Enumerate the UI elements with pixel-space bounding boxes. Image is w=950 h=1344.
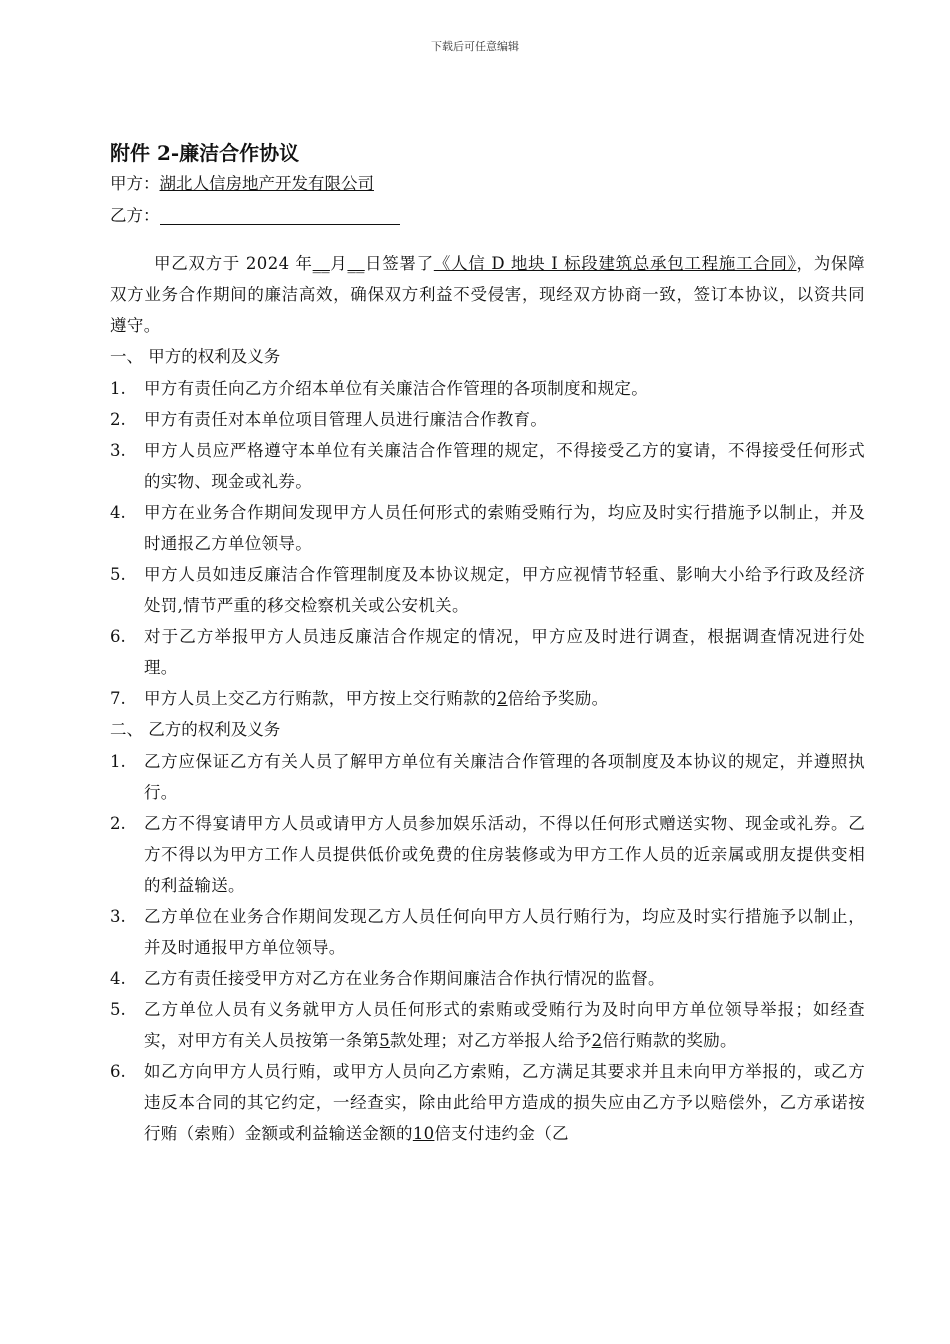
document-title: 附件 2-廉洁合作协议 (110, 141, 300, 165)
intro-text: ，为保障双方业务合作期间的廉洁高效，确保双方利益不受侵害，现经双方协商一致，签订本协议，以资共同遵守。 (110, 254, 865, 335)
party-a-name: 湖北人信房地产开发有限公司 (159, 174, 374, 193)
item-text-part: 甲方人员上交乙方行贿款，甲方按上交行贿款的 (144, 689, 497, 708)
reward-multiplier: 2 (591, 1031, 603, 1050)
item-text: 对于乙方举报甲方人员违反廉洁合作规定的情况，甲方应及时进行调查，根据调查情况进行处理。 (144, 627, 865, 677)
list-item (110, 621, 865, 683)
item-text (144, 683, 865, 714)
item-text: 甲方人员如违反廉洁合作管理制度及本协议规定，甲方应视情节轻重、影响大小给予行政及经济处罚,情节严重的移交检察机关或公安机关。 (144, 565, 865, 615)
intro-paragraph (110, 248, 865, 341)
intro-text: 甲乙双方于 2024 年 (154, 254, 313, 273)
item-text: 甲方人员应严格遵守本单位有关廉洁合作管理的规定，不得接受乙方的宴请，不得接受任何形式的实物、现金或礼券。 (144, 441, 865, 491)
item-text-part: 倍给予奖励。 (507, 689, 609, 708)
section-1-heading: 一、 甲方的权利及义务 (110, 347, 281, 366)
item-text-part: 款处理；对乙方举报人给予 (390, 1031, 592, 1050)
item-number: 6. (110, 1062, 126, 1081)
item-number: 4. (110, 969, 126, 988)
party-a-label: 甲方： (110, 174, 160, 193)
list-item (110, 808, 865, 901)
list-item (110, 373, 865, 404)
item-text: 甲方在业务合作期间发现甲方人员任何形式的索贿受贿行为，均应及时实行措施予以制止，并及时通报乙方单位领导。 (144, 503, 865, 553)
day-blank: __ (347, 254, 365, 273)
item-number: 2. (110, 814, 126, 833)
item-text: 乙方应保证乙方有关人员了解甲方单位有关廉洁合作管理的各项制度及本协议的规定，并遵照执行。 (144, 752, 865, 802)
list-item (110, 683, 865, 714)
item-text: 乙方不得宴请甲方人员或请甲方人员参加娱乐活动，不得以任何形式赠送实物、现金或礼券。乙方不得以为甲方工作人员提供低价或免费的住房装修或为甲方工作人员的近亲属或朋友提供变相的利益输送。 (144, 814, 865, 895)
party-b-blank (160, 204, 400, 225)
reward-multiplier: 2 (496, 689, 508, 708)
contract-name: 《人信 D 地块 I 标段建筑总承包工程施工合同》 (433, 254, 797, 273)
item-text: 乙方单位在业务合作期间发现乙方人员任何向甲方人员行贿行为，均应及时实行措施予以制止，并及时通报甲方单位领导。 (144, 907, 865, 957)
list-item (110, 1056, 865, 1149)
intro-text: 日签署了 (364, 254, 434, 273)
list-item (110, 901, 865, 963)
intro-text: 月 (329, 254, 348, 273)
penalty-multiplier: 10 (412, 1124, 435, 1143)
list-item (110, 746, 865, 808)
item-number: 5. (110, 1000, 126, 1019)
item-text: 甲方有责任向乙方介绍本单位有关廉洁合作管理的各项制度和规定。 (144, 379, 648, 398)
item-number: 3. (110, 907, 126, 926)
item-number: 6. (110, 627, 126, 646)
item-text-part: 倍行贿款的奖励。 (602, 1031, 737, 1050)
item-text: 乙方有责任接受甲方对乙方在业务合作期间廉洁合作执行情况的监督。 (144, 969, 665, 988)
item-number: 7. (110, 689, 126, 708)
document-body (110, 138, 865, 1149)
item-number: 1. (110, 752, 126, 771)
party-a-line (110, 168, 865, 200)
list-item (110, 435, 865, 497)
item-text-part: 如乙方向甲方人员行贿，或甲方人员向乙方索贿，乙方满足其要求并且未向甲方举报的，或乙方违反本合同的其它约定，一经查实，除由此给甲方造成的损失应由乙方予以赔偿外，乙方承诺按行贿（索贿）金额或利益输送金额的 (144, 1062, 865, 1143)
item-number: 3. (110, 441, 126, 460)
party-b-line (110, 200, 865, 232)
item-number: 1. (110, 379, 126, 398)
item-number: 5. (110, 565, 126, 584)
list-item (110, 497, 865, 559)
item-text (144, 1056, 865, 1149)
item-number: 4. (110, 503, 126, 522)
list-item (110, 963, 865, 994)
month-blank: __ (312, 254, 330, 273)
item-number: 2. (110, 410, 126, 429)
list-item (110, 404, 865, 435)
item-text-part: 乙方单位人员有义务就甲方人员任何形式的索贿或受贿行为及时向甲方单位领导举报；如经查实，对甲方有关人员按第一条第 (144, 1000, 865, 1050)
party-b-label: 乙方： (110, 206, 160, 225)
item-text: 甲方有责任对本单位项目管理人员进行廉洁合作教育。 (144, 410, 548, 429)
clause-number: 5 (379, 1031, 391, 1050)
item-text-part: 倍支付违约金（乙 (434, 1124, 569, 1143)
header-note: 下载后可任意编辑 (431, 40, 519, 53)
list-item (110, 994, 865, 1056)
section-2-heading: 二、 乙方的权利及义务 (110, 720, 281, 739)
item-text (144, 994, 865, 1056)
list-item (110, 559, 865, 621)
